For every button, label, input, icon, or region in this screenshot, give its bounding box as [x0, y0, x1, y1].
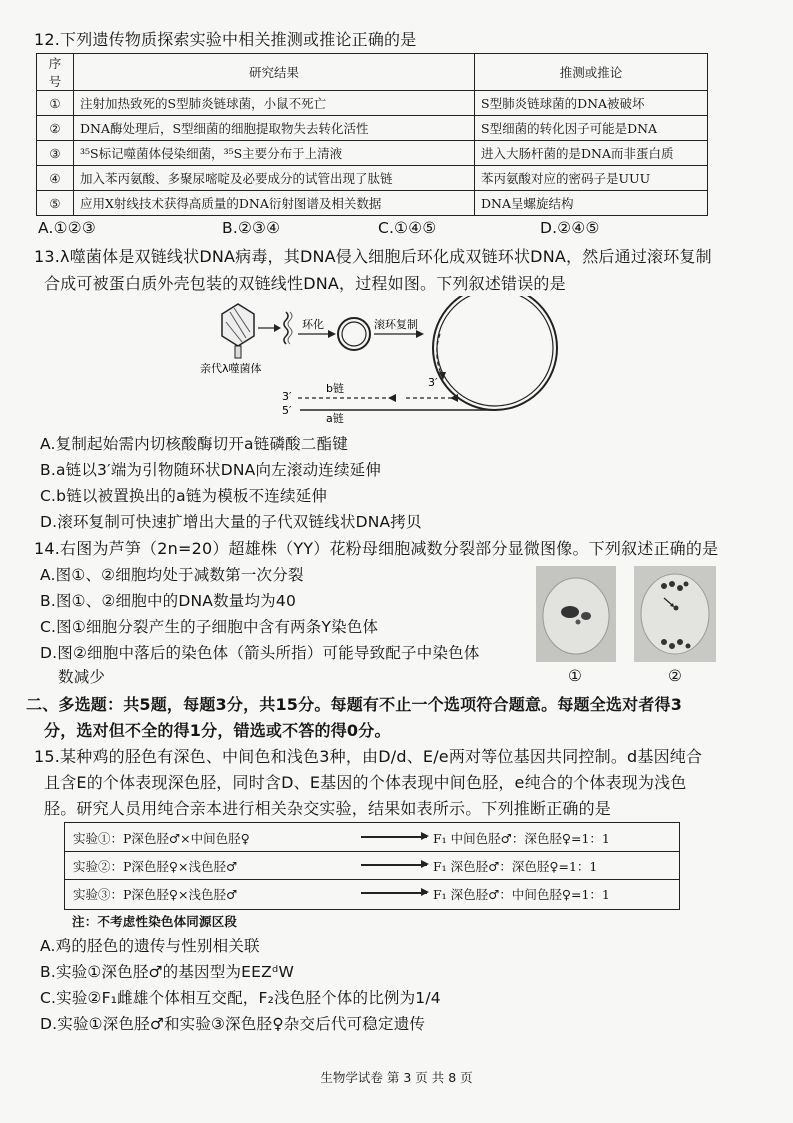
rolling-arrowhead — [416, 330, 424, 338]
experiment-result: F₁ 深色胫♂：深色胫♀=1：1 — [433, 859, 598, 874]
row-inference: S型细菌的转化因子可能是DNA — [475, 116, 708, 141]
circular-dna-inner — [342, 322, 366, 346]
experiment-cross: 实验③：P深色胫♀×浅色胫♂ — [73, 887, 238, 902]
label-cyclize: 环化 — [302, 318, 324, 331]
label-5prime: 5′ — [282, 404, 292, 417]
section2-line2: 分，选对但不全的得1分，错选或不答的得0分。 — [44, 721, 391, 740]
row-number: ⑤ — [37, 191, 74, 216]
q15-experiment-box — [64, 822, 680, 910]
label-a-strand: a链 — [326, 412, 344, 425]
row-inference: 进入大肠杆菌的是DNA而非蛋白质 — [475, 141, 708, 166]
q15-note: 注：不考虑性染色体同源区段 — [72, 914, 238, 929]
experiment-result: F₁ 中间色胫♂：深色胫♀=1：1 — [433, 831, 610, 846]
row-inference: S型肺炎链球菌的DNA被破坏 — [475, 91, 708, 116]
q12-option-b: B.②③④ — [222, 219, 281, 237]
q15-option-b: B.实验①深色胫♂的基因型为EEZᵈW — [40, 963, 294, 981]
chromosome-cluster — [561, 606, 579, 618]
arrow-icon — [361, 836, 427, 838]
table-row — [37, 91, 708, 116]
q13-title-line2: 合成可被蛋白质外壳包装的双链线性DNA，过程如图。下列叙述错误的是 — [44, 274, 566, 293]
section2-line1: 二、多选题：共5题，每题3分，共15分。每题有不止一个选项符合题意。每题全选对者得3 — [26, 695, 683, 714]
q13-option-a: A.复制起始需内切核酸酶切开a链磷酸二酯键 — [40, 435, 348, 453]
row-number: ① — [37, 91, 74, 116]
page-footer: 生物学试卷 第 3 页 共 8 页 — [320, 1070, 473, 1085]
table-row — [37, 191, 708, 216]
micrograph-label-1: ① — [568, 667, 583, 685]
q12-table — [36, 53, 708, 216]
circular-dna-icon — [338, 318, 370, 350]
q13-option-b: B.a链以3′端为引物随环状DNA向左滚动连续延伸 — [40, 461, 382, 479]
large-circle-dna — [433, 296, 557, 410]
row-number: ③ — [37, 141, 74, 166]
row-result: 加入苯丙氨酸、多聚尿嘧啶及必要成分的试管出现了肽链 — [74, 166, 475, 191]
phage-tail-icon — [235, 346, 241, 358]
micrograph-1 — [536, 566, 616, 662]
q15-line2: 且含E的个体表现深色胫，同时含D、E基因的个体表现中间色胫，e纯合的个体表现为浅色 — [44, 773, 687, 792]
header-result: 研究结果 — [74, 54, 475, 91]
cyclize-arrowhead — [328, 330, 336, 338]
q13-option-c: C.b链以被置换出的a链为模板不连续延伸 — [40, 487, 328, 505]
row-inference: 苯丙氨酸对应的密码子是UUU — [475, 166, 708, 191]
arrow-icon — [361, 864, 427, 866]
row-result: 应用X射线技术获得高质量的DNA衍射图谱及相关数据 — [74, 191, 475, 216]
table-header-row — [37, 54, 708, 91]
arrow-icon — [361, 892, 427, 894]
table-row — [37, 116, 708, 141]
micrograph-label-2: ② — [668, 667, 683, 685]
table-row — [37, 166, 708, 191]
large-circle-inner — [437, 296, 553, 406]
lagging-chromosome — [674, 606, 679, 611]
experiment-row — [65, 823, 679, 852]
experiment-cross: 实验②：P深色胫♀×浅色胫♂ — [73, 859, 238, 874]
q14-option-c: C.图①细胞分裂产生的子细胞中含有两条Y染色体 — [40, 618, 379, 636]
q14-title: 14.右图为芦笋（2n=20）超雄株（YY）花粉母细胞减数分裂部分显微图像。下列叙述正确的是 — [34, 539, 719, 558]
q15-option-c: C.实验②F₁雌雄个体相互交配，F₂浅色胫个体的比例为1/4 — [40, 989, 441, 1007]
q15-line1: 15.某种鸡的胫色有深色、中间色和浅色3种，由D/d、E/e两对等位基因共同控制。d基因纯合 — [34, 747, 703, 766]
q13-title-line1: 13.λ噬菌体是双链线状DNA病毒，其DNA侵入细胞后环化成双链环状DNA，然后通过滚环复制 — [34, 247, 712, 266]
experiment-result: F₁ 深色胫♂：中间色胫♀=1：1 — [433, 887, 610, 902]
row-number: ② — [37, 116, 74, 141]
experiment-cross: 实验①：P深色胫♂×中间色胫♀ — [73, 831, 250, 846]
q12-option-d: D.②④⑤ — [540, 219, 600, 237]
header-inference: 推测或推论 — [475, 54, 708, 91]
q14-option-d-cont: 数减少 — [58, 668, 106, 686]
rolling-circle-diagram — [190, 296, 630, 426]
q15-option-a: A.鸡的胫色的遗传与性别相关联 — [40, 937, 260, 955]
row-result: 注射加热致死的S型肺炎链球菌，小鼠不死亡 — [74, 91, 475, 116]
q15-line3: 胫。研究人员用纯合亲本进行相关杂交实验，结果如表所示。下列推断正确的是 — [44, 799, 612, 818]
label-rolling: 滚环复制 — [374, 318, 418, 331]
q14-option-b: B.图①、②细胞中的DNA数量均为40 — [40, 592, 297, 610]
linear-dna-icon — [284, 312, 288, 344]
q15-option-d: D.实验①深色胫♂和实验③深色胫♀杂交后代可稳定遗传 — [40, 1015, 426, 1033]
q14-option-d: D.图②细胞中落后的染色体（箭头所指）可能导致配子中染色体 — [40, 644, 480, 662]
table-row — [37, 141, 708, 166]
q12-option-a: A.①②③ — [38, 219, 96, 237]
row-result: DNA酶处理后，S型细菌的细胞提取物失去转化活性 — [74, 116, 475, 141]
label-3prime-circle: 3′ — [428, 376, 438, 389]
strand-b-arrowhead — [388, 394, 396, 402]
q14-option-a: A.图①、②细胞均处于减数第一次分裂 — [40, 566, 304, 584]
label-parent-phage: 亲代λ噬菌体 — [200, 362, 262, 375]
experiment-row — [65, 851, 679, 880]
row-number: ④ — [37, 166, 74, 191]
label-b-strand: b链 — [326, 382, 344, 395]
row-inference: DNA呈螺旋结构 — [475, 191, 708, 216]
q13-option-d: D.滚环复制可快速扩增出大量的子代双链线状DNA拷贝 — [40, 513, 422, 531]
experiment-row — [65, 879, 679, 907]
label-3prime: 3′ — [282, 390, 292, 403]
q12-title: 12.下列遗传物质探索实验中相关推测或推论正确的是 — [34, 30, 417, 49]
phage-arrowhead — [274, 324, 281, 332]
row-result: ³⁵S标记噬菌体侵染细菌，³⁵S主要分布于上清液 — [74, 141, 475, 166]
micrograph-2 — [634, 566, 716, 662]
header-index: 序号 — [37, 54, 74, 91]
q12-option-c: C.①④⑤ — [378, 219, 437, 237]
